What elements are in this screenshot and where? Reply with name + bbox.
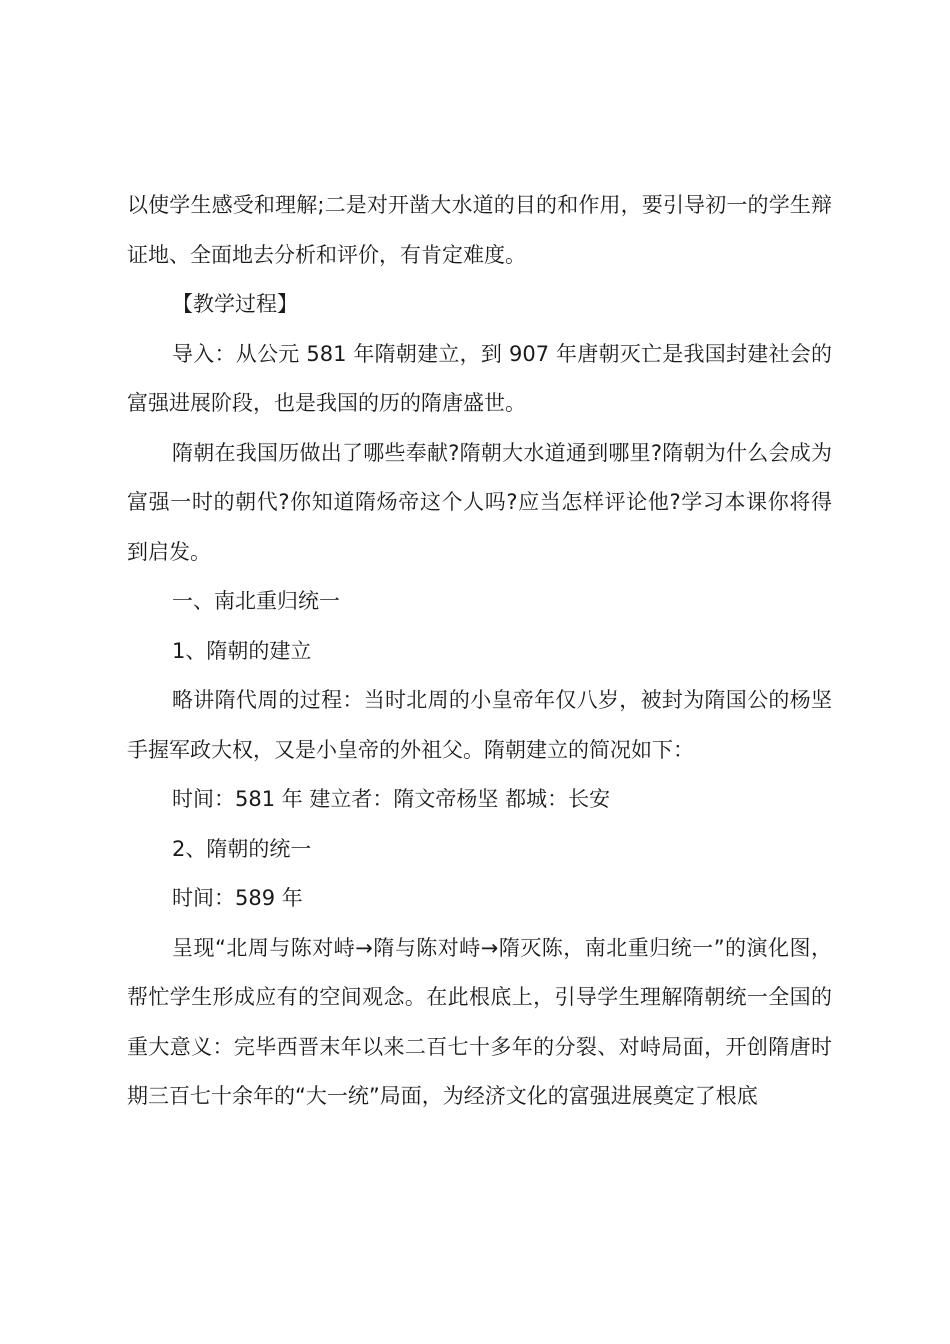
section-heading-reunification: 一、南北重归统一 [172, 589, 340, 613]
paragraph-founding: 略讲隋代周的过程：当时北周的小皇帝年仅八岁，被封为隋国公的杨坚手握军政大权，又是小皇帝的外祖父。隋朝建立的简况如下： [127, 688, 832, 762]
paragraph-unification-detail: 呈现“北周与陈对峙→隋与陈对峙→隋灭陈，南北重归统一”的演化图，帮忙学生形成应有的空间观念。在此根底上，引导学生理解隋朝统一全国的重大意义：完毕西晋末年以来二百七十多年的分裂、对峙局面，开创隋唐时期三百七十余年的“大一统”局面，为经济文化的富强进展奠定了根底 [127, 935, 832, 1108]
paragraph-questions: 隋朝在我国历做出了哪些奉献?隋朝大水道通到哪里?隋朝为什么会成为富强一时的朝代?你知道隋炀帝这个人吗?应当怎样评论他?学习本课你将得到启发。 [127, 440, 832, 564]
paragraph-unification-time: 时间：589 年 [172, 886, 303, 910]
paragraph-continuation: 以使学生感受和理解;二是对开凿大水道的目的和作用，要引导初一的学生辩证地、全面地去分析和评价，有肯定难度。 [127, 193, 832, 267]
subsection-heading-founding: 1、隋朝的建立 [172, 638, 312, 663]
paragraph-founding-facts: 时间：581 年 建立者：隋文帝杨坚 都城：长安 [172, 787, 611, 811]
subsection-heading-unification: 2、隋朝的统一 [172, 836, 312, 861]
heading-teaching-process: 【教学过程】 [172, 292, 298, 316]
paragraph-intro: 导入：从公元 581 年隋朝建立，到 907 年唐朝灭亡是我国封建社会的富强进展阶段，也是我国的历的隋唐盛世。 [127, 341, 832, 415]
document-body [127, 181, 832, 1122]
